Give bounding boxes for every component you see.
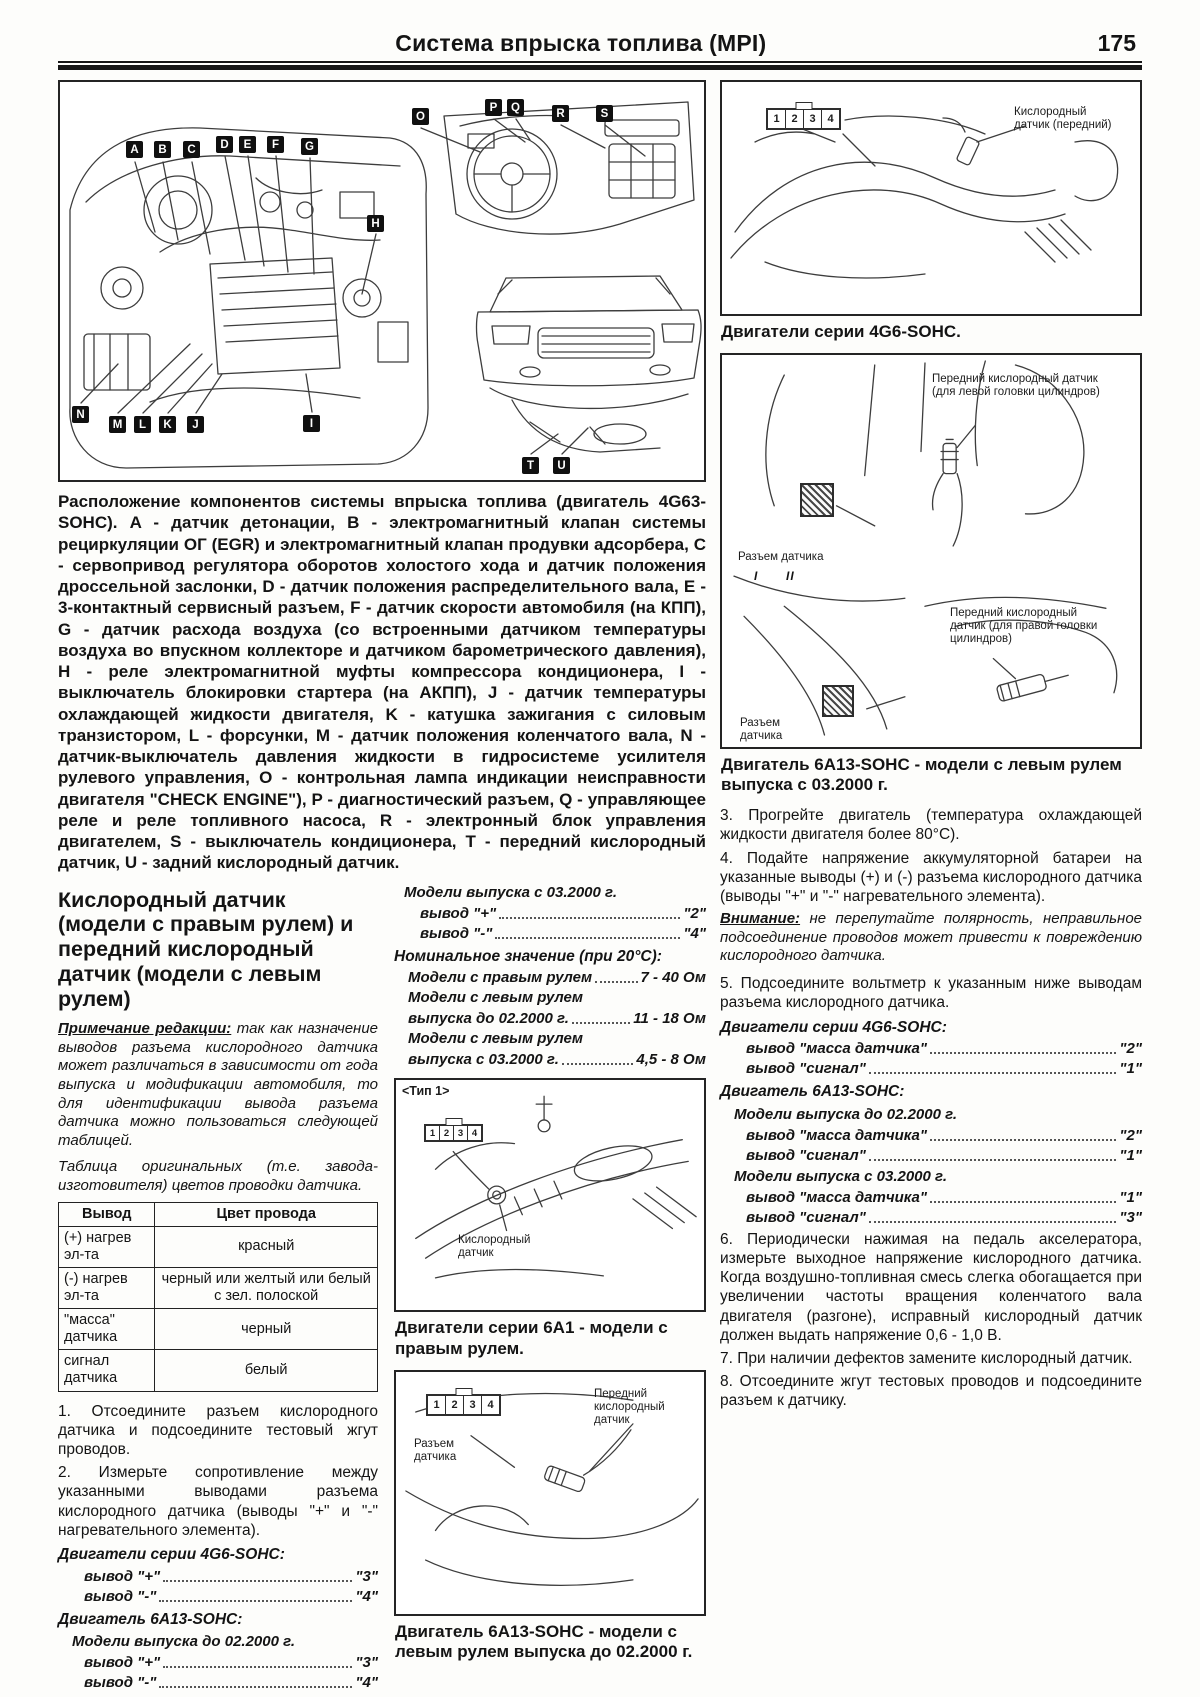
connector-icon: 1 2 3 4 — [424, 1124, 483, 1142]
component-marker: R — [552, 105, 569, 122]
page-number: 175 — [1097, 30, 1136, 56]
connector-label: Разъем датчика — [414, 1437, 457, 1463]
figure-type-tag: <Тип 1> — [402, 1084, 450, 1099]
spec-group-heading: Двигатели серии 4G6-SOHC: — [720, 1018, 947, 1036]
component-marker: G — [301, 138, 318, 155]
exhaust-sketch — [396, 1080, 704, 1306]
spec-line: Модели с левым рулем — [408, 989, 583, 1007]
spec-group-heading: Двигатель 6А13-SOHC: — [58, 1610, 243, 1628]
step-2: 2. Измерьте сопротивление между указанными выводами разъема кислородного датчика (выводы "+" и "-" нагревательного элемента). — [58, 1464, 378, 1539]
spec-row: вывод "-" "4" — [84, 1674, 378, 1692]
spec-row: вывод "+" "3" — [84, 1567, 378, 1585]
component-marker: S — [596, 105, 613, 122]
component-marker: B — [154, 141, 171, 158]
spec-row: вывод "масса датчика" "2" — [746, 1040, 1142, 1058]
cell-pin: (+) нагрев эл-та — [59, 1226, 155, 1267]
spec-group-heading: Двигатели серии 4G6-SOHC: — [58, 1546, 285, 1564]
cell-pin: (-) нагрев эл-та — [59, 1267, 155, 1308]
spec-row: вывод "-" "4" — [420, 924, 706, 942]
connector-icon: 1 2 3 4 — [426, 1394, 501, 1416]
spec-row: вывод "-" "4" — [84, 1587, 378, 1605]
spec-group-heading: Двигатель 6А13-SOHC: — [720, 1083, 905, 1101]
figure-4g6-caption: Двигатели серии 4G6-SOHC. — [721, 322, 961, 341]
figure-4g6-sohc — [720, 80, 1142, 316]
table-header-row — [59, 1202, 378, 1226]
figure-6a1-rhd — [394, 1078, 706, 1312]
left-text-column — [58, 880, 378, 1692]
page-content — [58, 80, 1142, 1691]
step-3: 3. Прогрейте двигатель (температура охлаждающей жидкости двигателя более 80°C). — [720, 807, 1142, 844]
connector-icon — [800, 483, 834, 517]
cell-color: красный — [155, 1226, 378, 1267]
component-marker: I — [303, 415, 320, 432]
cell-color: черный — [155, 1309, 378, 1350]
right-column — [720, 80, 1142, 1691]
step-6: 6. Периодически нажимая на педаль акселератора, измерьте выходное напряжение кислородного датчика. Когда воздушно-топливная смесь слегка обогащается при увеличении частоты вращения коленчатого вала двигателя (разгоне), исправный кислородный датчик должен выдать напряжение 0,6 - 1,0 В. — [720, 1230, 1142, 1344]
sensor-label: Кислородный датчик — [458, 1234, 531, 1260]
note-body: так как назначение выводов разъема кислородного датчика может различаться в зависимости от года выпуска и модификации автомобиля, то для идентификации вывода разъема датчика можно пользоваться следующей таблицей. — [58, 1020, 378, 1149]
main-column — [58, 80, 706, 1691]
warning-body: не перепутайте полярность, неправильное подсоединение проводов может привести к повреждению кислородного датчика. — [720, 910, 1142, 965]
component-marker: T — [522, 457, 539, 474]
component-marker: U — [553, 457, 570, 474]
connector-label: Разъем датчика — [738, 550, 824, 563]
spec-row: выпуска с 03.2000 г. 4,5 - 8 Ом — [408, 1051, 706, 1069]
component-marker: H — [367, 215, 384, 232]
table-row — [59, 1309, 378, 1350]
table-row — [59, 1267, 378, 1308]
spec-row: выпуска до 02.2000 г. 11 - 18 Ом — [408, 1010, 706, 1028]
component-marker: E — [239, 136, 256, 153]
step-4: 4. Подайте напряжение аккумуляторной батареи на указанные выводы (+) и (-) разъема кислородного датчика (выводы "+" и "-" нагревательного элемента). — [720, 849, 1142, 906]
component-marker: C — [183, 141, 200, 158]
sensor-label: Передний кислородный датчик — [594, 1387, 665, 1426]
page-header — [58, 0, 1142, 63]
cell-color: черный или желтый или белый с зел. полоской — [155, 1267, 378, 1308]
cell-color: белый — [155, 1350, 378, 1391]
component-marker: L — [134, 416, 151, 433]
connector-icon: 1 2 3 4 — [766, 108, 841, 130]
spec-subheading: Модели выпуска с 03.2000 г. — [404, 883, 618, 901]
spec-row: вывод "сигнал" "1" — [746, 1146, 1142, 1164]
component-marker: Q — [507, 99, 524, 116]
table-row — [59, 1226, 378, 1267]
spec-group-heading: Номинальное значение (при 20°C): — [394, 947, 662, 965]
spec-row: вывод "масса датчика" "1" — [746, 1188, 1142, 1206]
spec-line: Модели с левым рулем — [408, 1030, 583, 1048]
spec-subheading: Модели выпуска с 03.2000 г. — [734, 1167, 948, 1185]
spec-row: вывод "сигнал" "3" — [746, 1208, 1142, 1226]
component-marker: O — [412, 108, 429, 125]
step-1: 1. Отсоедините разъем кислородного датчика и подсоедините тестовый жгут проводов. — [58, 1402, 378, 1458]
connector-icon — [822, 685, 854, 717]
component-marker: N — [72, 406, 89, 423]
figure-6a13-post2000-caption: Двигатель 6А13-SOHC - модели с левым рулем выпуска с 03.2000 г. — [721, 754, 1122, 795]
cell-pin: сигнал датчика — [59, 1350, 155, 1391]
component-marker: J — [187, 416, 204, 433]
wire-color-table — [58, 1202, 378, 1392]
spec-subheading: Модели выпуска до 02.2000 г. — [72, 1633, 296, 1651]
component-marker: D — [216, 136, 233, 153]
column-header: Вывод — [59, 1202, 155, 1226]
spec-row: Модели с правым рулем 7 - 40 Ом — [408, 969, 706, 987]
figure-6a13-lhd-pre2000 — [394, 1370, 706, 1616]
figure-engine-layout-caption: Расположение компонентов системы впрыска топлива (двигатель 4G63-SOHC). A - датчик детонации, B - электромагнитный клапан системы рециркуляции ОГ (EGR) и электромагнитный клапан продувки адсорбера, C - сервопривод регулятора оборотов холостого хода и датчик положения дроссельной заслонки, D - датчик положения распределительного вала, E - 3-контактный сервисный разъем, F - датчик скорости автомобиля (на КПП), G - датчик расхода воздуха (со встроенными датчиком температуры воздуха во впускном коллекторе и датчиком барометрического давления), H - реле электромагнитной муфты компрессора кондиционера, I - выключатель блокировки стартера (на АКПП), J - датчик температуры охлаждающей жидкости двигателя, K - катушка зажигания с силовым транзистором, L - форсунки, M - датчик положения коленчатого вала, N - датчик-выключатель давления жидкости в гидросистеме усилителя рулевого управления, O - контрольная лампа индикации неисправности двигателя "CHECK ENGINE"), P - диагностический разъем, Q - управляющее реле и реле топливного насоса, R - электронный блок управления двигателем, S - выключатель кондиционера, T - передний кислородный датчик, U - задний кислородный датчик. — [58, 492, 706, 873]
header-rule — [58, 65, 1142, 70]
sensor-label: Передний кислородный датчик (для правой головки цилиндров) — [950, 606, 1098, 645]
sensor-label: Передний кислородный датчик (для левой головки цилиндров) — [932, 372, 1100, 398]
figure-6a13-lhd-post2000 — [720, 353, 1142, 749]
figure-6a1-caption: Двигатели серии 6А1 - модели с правым рулем. — [395, 1318, 668, 1358]
cell-pin: "масса" датчика — [59, 1309, 155, 1350]
text-columns — [58, 880, 706, 1692]
spec-row: вывод "+" "3" — [84, 1654, 378, 1672]
step-7: 7. При наличии дефектов замените кислородный датчик. — [720, 1350, 1133, 1368]
section-heading: Кислородный датчик (модели с правым рулем) и передний кислородный датчик (модели с левым рулем) — [58, 887, 354, 1012]
middle-text-column — [394, 880, 706, 1692]
sensor-label: Кислородный датчик (передний) — [1014, 106, 1112, 132]
figure-6a13-pre2000-caption: Двигатель 6А13-SOHC - модели с левым рулем выпуска до 02.2000 г. — [395, 1621, 693, 1662]
connector-variant-mark: II — [786, 568, 795, 583]
component-marker: K — [159, 416, 176, 433]
component-marker: M — [109, 416, 126, 433]
connector-variant-mark: I — [754, 568, 759, 583]
component-marker: A — [126, 141, 143, 158]
connector-label: Разъем датчика — [740, 716, 783, 742]
column-header: Цвет провода — [155, 1202, 378, 1226]
editor-note — [58, 1020, 378, 1150]
spec-row: вывод "масса датчика" "2" — [746, 1126, 1142, 1144]
spec-subheading: Модели выпуска до 02.2000 г. — [734, 1105, 958, 1123]
note-label: Примечание редакции: — [58, 1020, 232, 1038]
page-title: Система впрыска топлива (MPI) — [395, 30, 767, 56]
spec-row: вывод "+" "2" — [420, 904, 706, 922]
component-marker: F — [267, 136, 284, 153]
figure-engine-layout — [58, 80, 706, 482]
warning-label: Внимание: — [720, 910, 801, 928]
step-8: 8. Отсоедините жгут тестовых проводов и подсоедините разъем к датчику. — [720, 1373, 1142, 1410]
component-marker: P — [485, 99, 502, 116]
table-row — [59, 1350, 378, 1391]
table-intro: Таблица оригинальных (т.е. завода-изготовителя) цветов проводки датчика. — [58, 1158, 378, 1194]
step-5: 5. Подсоедините вольтметр к указанным ниже выводам разъема кислородного датчика. — [720, 975, 1142, 1012]
sensors-location-sketch — [722, 355, 1132, 743]
warning-note — [720, 910, 1142, 966]
spec-row: вывод "сигнал" "1" — [746, 1060, 1142, 1078]
